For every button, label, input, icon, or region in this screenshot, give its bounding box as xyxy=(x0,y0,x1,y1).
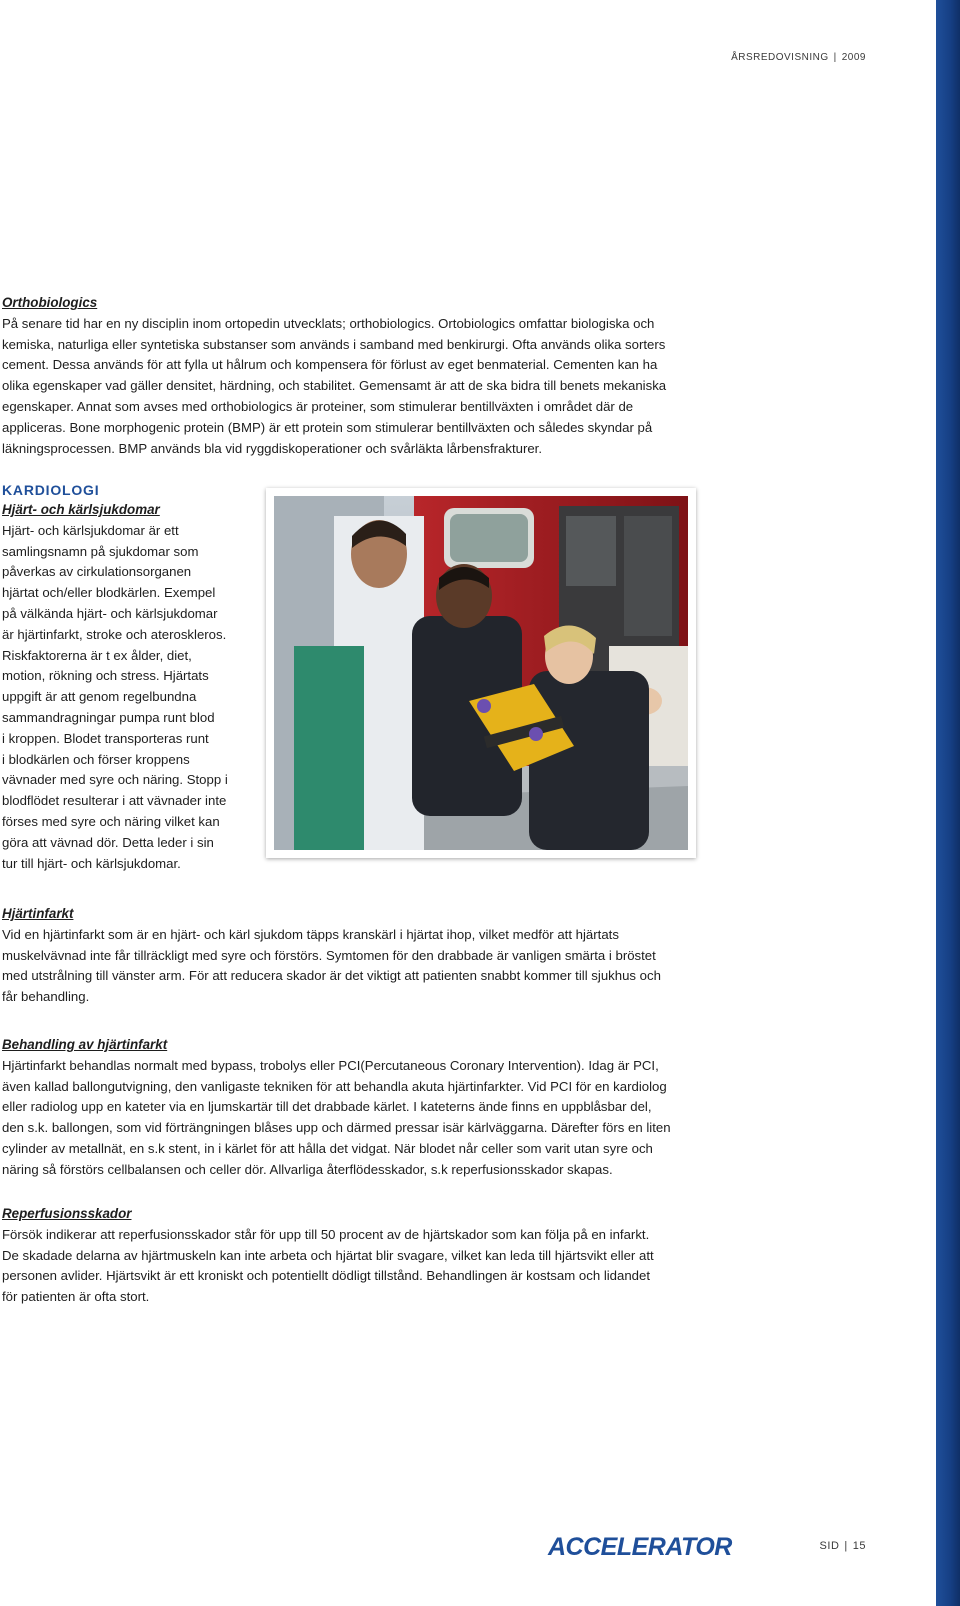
running-header xyxy=(731,52,866,63)
page-number-footer xyxy=(820,1540,866,1552)
header-year: 2009 xyxy=(841,52,866,63)
text-line: är hjärtinfarkt, stroke och ateroskleros. xyxy=(2,626,227,642)
header-separator: | xyxy=(833,52,837,63)
text-line: på välkända hjärt- och kärlsjukdomar xyxy=(2,605,218,621)
text-line: personen avlider. Hjärtsvikt är ett kroniskt och potentiellt dödligt tillstånd. Behandlingen är kostsam och lidandet xyxy=(2,1268,651,1284)
section-hjartinfarkt xyxy=(2,904,702,1008)
ambulance-scene-illustration xyxy=(274,496,688,850)
text-line: hjärtat och/eller blodkärlen. Exempel xyxy=(2,585,216,601)
text-line: i blodkärlen och förser kroppens xyxy=(2,751,190,767)
heading-hjartinfarkt: Hjärtinfarkt xyxy=(2,906,74,921)
header-doc-title: ÅRSREDOVISNING xyxy=(731,52,829,63)
photo-frame xyxy=(266,488,696,858)
text-line: Hjärtinfarkt behandlas normalt med bypass, trobolys eller PCI(Percutaneous Coronary Intervention). Idag är PCI, xyxy=(2,1057,659,1073)
footer-separator: | xyxy=(844,1540,848,1552)
accelerator-logo: ACCELERATOR xyxy=(548,1533,732,1561)
text-line: även kallad ballongutvigning, den vanligaste tekniken för att behandla akuta hjärtinfarkter. Vid PCI för en kardiolog xyxy=(2,1078,667,1094)
text-line: förses med syre och näring vilket kan xyxy=(2,813,220,829)
text-line: kemiska, naturliga eller syntetiska substanser som används i samband med benkirurgi. Ofta används olika sorters xyxy=(2,336,666,352)
text-line: Hjärt- och kärlsjukdomar är ett xyxy=(2,522,179,538)
text-line: appliceras. Bone morphogenic protein (BMP) är ett protein som stimulerar bentillväxten och således skyndar på xyxy=(2,419,653,435)
section-reperfusionsskador xyxy=(2,1204,702,1308)
paragraph-reperfusionsskador xyxy=(2,1225,702,1308)
text-line: cement. Dessa används för att fylla ut hålrum och kompensera för förlust av eget benmaterial. Cementen kan ha xyxy=(2,357,658,373)
text-line: näring så förstörs cellbalansen och celler dör. Allvarliga återflödesskador, s.k reperfusionsskador skapas. xyxy=(2,1161,613,1177)
text-line: Riskfaktorerna är t ex ålder, diet, xyxy=(2,647,192,663)
section-kicker-kardiologi: KARDIOLOGI xyxy=(2,482,100,498)
ambulance-paramedics-photo xyxy=(274,496,688,850)
page-number: 15 xyxy=(852,1540,866,1552)
text-line: i kroppen. Blodet transporteras runt xyxy=(2,730,209,746)
text-line: med utstrålning till vänster arm. För att reducera skador är det viktigt att patienten snabbt kommer till sjukhus och xyxy=(2,968,661,984)
text-line: får behandling. xyxy=(2,989,90,1005)
text-line: eller radiolog upp en kateter via en ljumskartär till det drabbade kärlet. I kateterns ände finns en uppblåsbar del, xyxy=(2,1099,652,1115)
section-behandling-av-hjartinfarkt xyxy=(2,1035,702,1181)
paragraph-hjart-och-karlsjukdomar xyxy=(2,521,242,875)
text-line: vävnader med syre och näring. Stopp i xyxy=(2,772,228,788)
heading-orthobiologics: Orthobiologics xyxy=(2,295,98,310)
text-line: göra att vävnad dör. Detta leder i sin xyxy=(2,834,214,850)
paragraph-hjartinfarkt xyxy=(2,925,702,1008)
page-label: SID xyxy=(819,1540,840,1552)
text-line: för patienten är ofta stort. xyxy=(2,1289,150,1305)
text-line: uppgift är att genom regelbundna xyxy=(2,689,197,705)
text-line: samlingsnamn på sjukdomar som xyxy=(2,543,199,559)
text-line: olika egenskaper vad gäller densitet, härdning, och stabilitet. Gemensamt är att de ska bidra till benets mekaniska xyxy=(2,378,667,394)
text-line: blodflödet resulterar i att vävnader inte xyxy=(2,793,227,809)
brand-side-bar xyxy=(936,0,960,1606)
text-line: tur till hjärt- och kärlsjukdomar. xyxy=(2,855,181,871)
heading-reperfusionsskador: Reperfusionsskador xyxy=(2,1206,132,1221)
section-orthobiologics xyxy=(2,293,702,459)
text-line: cylinder av metallnät, en s.k stent, in i kärlet för att hålla det vidgat. När blodet når celler som varit utan syre och xyxy=(2,1140,653,1156)
text-line: muskelvävnad inte får tillräckligt med syre och förstörs. Symtomen för den drabbade är vanligen smärta i bröstet xyxy=(2,947,656,963)
text-line: den s.k. ballongen, som vid förträngningen blåses upp och därmed pressar isär kärlväggarna. Därefter förs en liten xyxy=(2,1120,671,1136)
text-line: läkningsprocessen. BMP används bla vid ryggdiskoperationer och svårläkta lårbensfrakturer. xyxy=(2,440,542,456)
text-line: motion, rökning och stress. Hjärtats xyxy=(2,668,209,684)
heading-hjart-och-karlsjukdomar: Hjärt- och kärlsjukdomar xyxy=(2,502,160,517)
section-kardiologi xyxy=(2,480,242,874)
text-line: sammandragningar pumpa runt blod xyxy=(2,709,215,725)
text-line: egenskaper. Annat som avses med orthobiologics är proteiner, som stimulerar bentillväxten i området där de xyxy=(2,398,634,414)
text-line: påverkas av cirkulationsorganen xyxy=(2,564,192,580)
text-line: De skadade delarna av hjärtmuskeln kan inte arbeta och hjärtat blir svagare, vilket kan leda till hjärtsvikt eller att xyxy=(2,1247,654,1263)
paragraph-behandling-av-hjartinfarkt xyxy=(2,1056,702,1181)
text-line: Vid en hjärtinfarkt som är en hjärt- och kärl sjukdom täpps kranskärl i hjärtat ihop, vilket medför att hjärtats xyxy=(2,926,619,942)
text-line: Försök indikerar att reperfusionsskador står för upp till 50 procent av de hjärtskador som kan följa på en infarkt. xyxy=(2,1226,650,1242)
text-line: På senare tid har en ny disciplin inom ortopedin utvecklats; orthobiologics. Ortobiologics omfattar biologiska och xyxy=(2,315,655,331)
heading-behandling-av-hjartinfarkt: Behandling av hjärtinfarkt xyxy=(2,1037,168,1052)
paragraph-orthobiologics xyxy=(2,314,702,460)
